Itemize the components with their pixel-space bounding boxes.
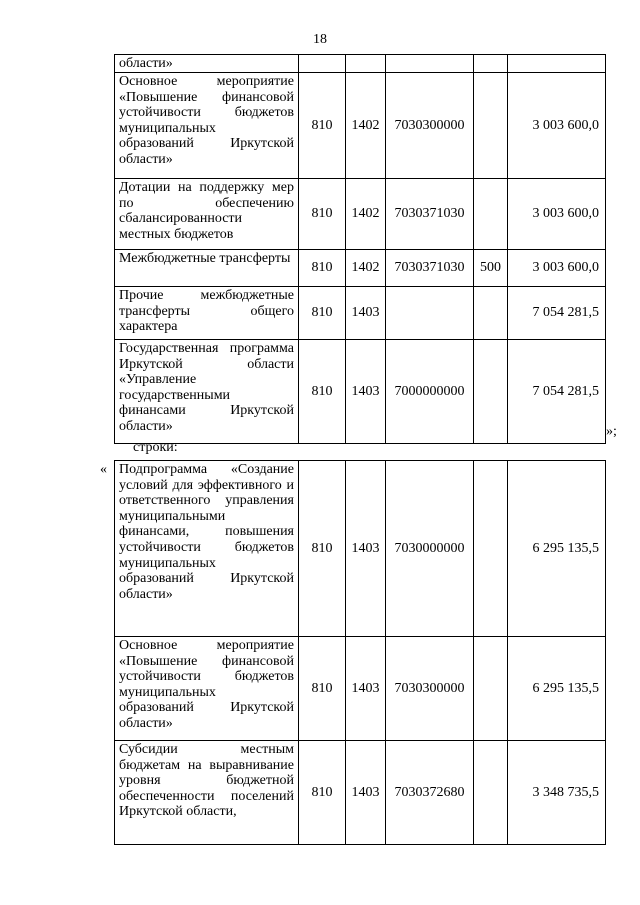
row-description: Прочие межбюджетные трансферты общего характера [115, 287, 299, 340]
admin-code: 810 [299, 287, 346, 340]
section-code [346, 55, 386, 73]
closing-quote-mark: »; [606, 424, 617, 439]
amount: 7 054 281,5 [508, 287, 606, 340]
budget-table-bottom [114, 460, 606, 845]
row-description: Субсидии местным бюджетам на выравнивание уровня бюджетной обеспеченности поселений Иркутской области, [115, 741, 299, 845]
target-article-code: 7030371030 [386, 179, 474, 250]
target-article-code: 7030372680 [386, 741, 474, 845]
expense-type-code: 500 [474, 250, 508, 287]
target-article-code: 7030000000 [386, 461, 474, 637]
admin-code: 810 [299, 741, 346, 845]
budget-table-top [114, 54, 606, 444]
row-description: Межбюджетные трансферты [115, 250, 299, 287]
admin-code: 810 [299, 340, 346, 444]
admin-code: 810 [299, 73, 346, 179]
admin-code: 810 [299, 637, 346, 741]
section-code: 1403 [346, 461, 386, 637]
table-row [115, 461, 606, 637]
amount: 7 054 281,5 [508, 340, 606, 444]
target-article-code: 7030371030 [386, 250, 474, 287]
expense-type-code [474, 461, 508, 637]
table-row [115, 73, 606, 179]
amount [508, 55, 606, 73]
amount: 3 348 735,5 [508, 741, 606, 845]
amount: 6 295 135,5 [508, 461, 606, 637]
table-row [115, 637, 606, 741]
row-description: Подпрограмма «Создание условий для эффективного и ответственного управления муниципальными финансами, повышения устойчивости бюджетов муниципальных образований Иркутской области» [115, 461, 299, 637]
target-article-code [386, 55, 474, 73]
expense-type-code [474, 637, 508, 741]
table-row [115, 55, 606, 73]
table-row [115, 287, 606, 340]
admin-code: 810 [299, 461, 346, 637]
target-article-code [386, 287, 474, 340]
section-code: 1403 [346, 340, 386, 444]
section-code: 1403 [346, 637, 386, 741]
table-row [115, 340, 606, 444]
rows-label: строки: [133, 440, 178, 455]
admin-code: 810 [299, 250, 346, 287]
target-article-code: 7030300000 [386, 73, 474, 179]
row-description: Государственная программа Иркутской области «Управление государственными финансами Иркутской области» [115, 340, 299, 444]
expense-type-code [474, 73, 508, 179]
expense-type-code [474, 340, 508, 444]
expense-type-code [474, 287, 508, 340]
amount: 3 003 600,0 [508, 179, 606, 250]
section-code: 1403 [346, 287, 386, 340]
admin-code: 810 [299, 179, 346, 250]
amount: 6 295 135,5 [508, 637, 606, 741]
section-code: 1403 [346, 741, 386, 845]
section-code: 1402 [346, 179, 386, 250]
expense-type-code [474, 741, 508, 845]
expense-type-code [474, 179, 508, 250]
row-description: области» [115, 55, 299, 73]
amount: 3 003 600,0 [508, 250, 606, 287]
row-description: Основное мероприятие «Повышение финансовой устойчивости бюджетов муниципальных образований Иркутской области» [115, 73, 299, 179]
table-row [115, 179, 606, 250]
admin-code [299, 55, 346, 73]
row-description: Основное мероприятие «Повышение финансовой устойчивости бюджетов муниципальных образований Иркутской области» [115, 637, 299, 741]
target-article-code: 7000000000 [386, 340, 474, 444]
row-description: Дотации на поддержку мер по обеспечению сбалансированности местных бюджетов [115, 179, 299, 250]
page-number: 18 [313, 32, 327, 47]
table-row [115, 250, 606, 287]
section-code: 1402 [346, 73, 386, 179]
opening-quote-mark: « [100, 462, 107, 477]
target-article-code: 7030300000 [386, 637, 474, 741]
table-row [115, 741, 606, 845]
amount: 3 003 600,0 [508, 73, 606, 179]
expense-type-code [474, 55, 508, 73]
section-code: 1402 [346, 250, 386, 287]
